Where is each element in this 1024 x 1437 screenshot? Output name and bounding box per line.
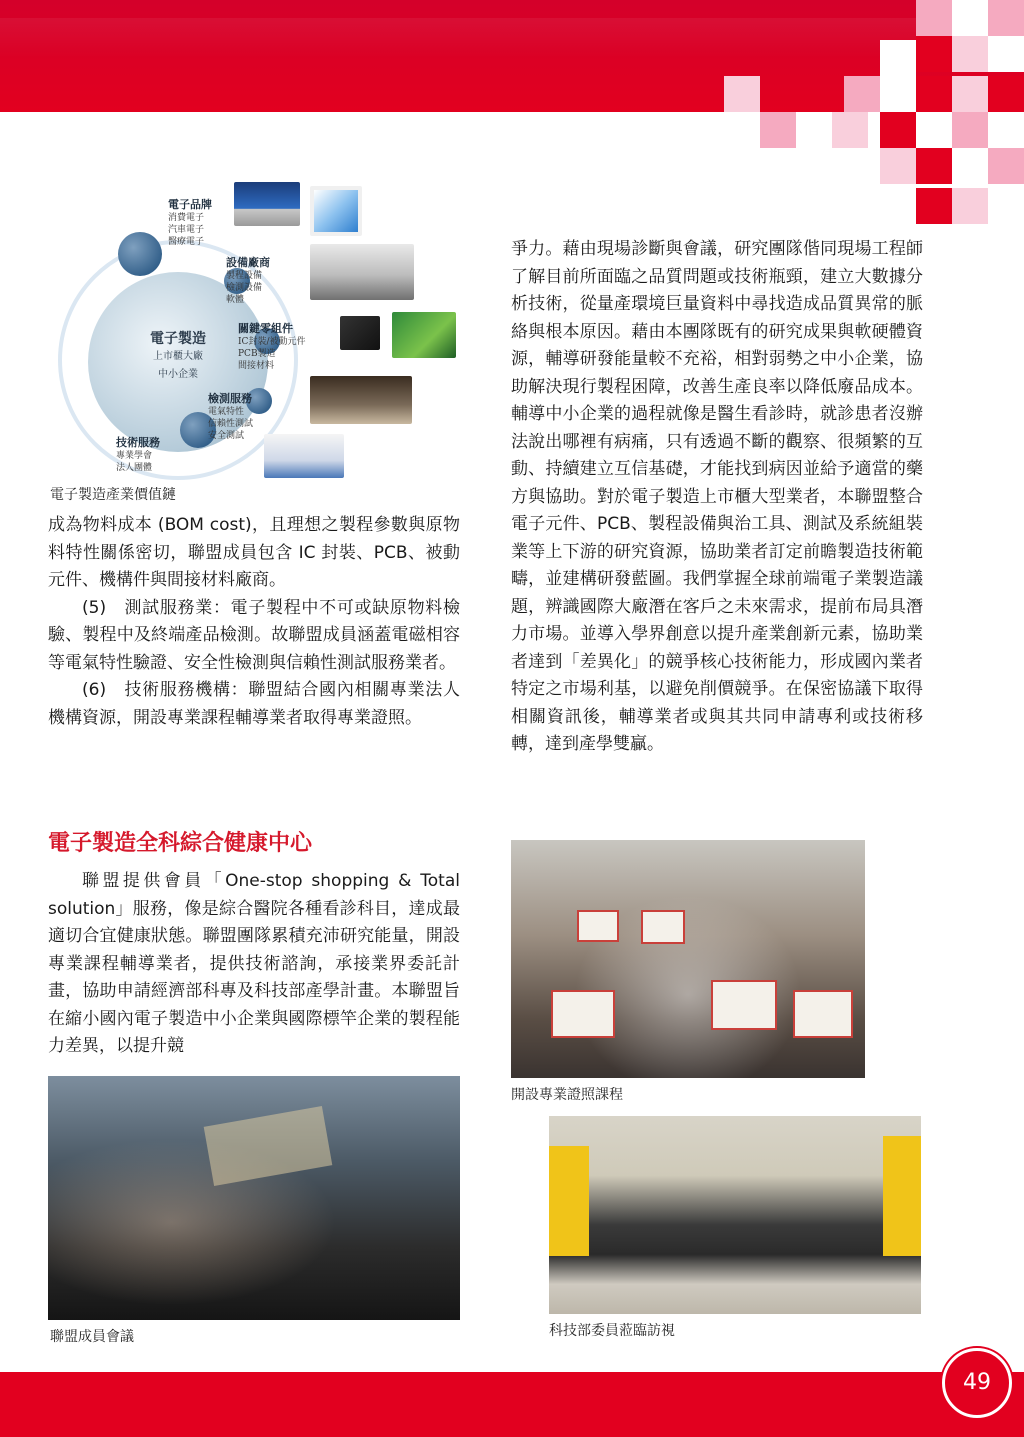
paragraph: (6) 技術服務機構：聯盟結合國內相關專業法人機構資源，開設專業課程輔導業者取得專業證照。 [48, 680, 460, 728]
core-sub2: 中小企業 [158, 369, 198, 380]
service-people-image [264, 434, 344, 478]
meeting-photo [48, 1076, 460, 1320]
visit-photo [549, 1116, 921, 1314]
section-heading: 電子製造全科綜合健康中心 [48, 831, 313, 856]
meeting-caption: 聯盟成員會議 [50, 1329, 134, 1345]
chip-image [340, 316, 380, 350]
core-title: 電子製造 [150, 331, 206, 347]
category-testing: 檢測服務 電氣特性 信賴性測試 安全測試 [208, 392, 254, 441]
page-number: 49 [942, 1348, 1012, 1418]
value-chain-diagram [48, 180, 468, 480]
category-equipment: 設備廠商 製程設備 檢測設備 軟體 [226, 256, 270, 305]
diagram-caption: 電子製造產業價值鏈 [50, 487, 176, 503]
left-text-block [48, 512, 460, 732]
paragraph: (5) 測試服務業：電子製程中不可或缺原物料檢驗、製程中及終端產品檢測。故聯盟成員涵蓋電磁相容等電氣特性驗證、安全性檢測與信賴性測試服務業者。 [48, 597, 460, 673]
core-sub1: 上市櫃大廠 [153, 351, 203, 362]
footer-band [0, 1372, 1024, 1437]
lab-image [310, 376, 412, 424]
paragraph: 成為物料成本 (BOM cost)，且理想之製程參數與原物料特性關係密切，聯盟成員包含 IC 封裝、PCB、被動元件、機構件與間接材料廠商。 [48, 515, 460, 590]
equipment-image [310, 244, 414, 300]
certificate-caption: 開設專業證照課程 [511, 1087, 623, 1103]
pcb-image [392, 312, 456, 358]
paragraph: 爭力。藉由現場診斷與會議，研究團隊偕同現場工程師了解目前所面臨之品質問題或技術瓶頸，建立大數據分析技術，從量產環境巨量資料中尋找造成品質異常的脈絡與根本原因。藉由本團隊既有的研究成果與軟硬體資源，輔導研發能量較不充裕，相對弱勢之中小企業，協助解決現行製程困障，改善生產良率以降低廢品成本。輔導中小企業的過程就像是醫生看診時，就診患者沒辦法說出哪裡有病痛，只有透過不斷的觀察、很頻繁的互動、持續建立互信基礎，才能找到病因並給予適當的藥方與協助。對於電子製造上市櫃大型業者，本聯盟整合電子元件、PCB、製程設備與治工具、測試及系統組裝業等上下游的研究資源，協助業者訂定前瞻製造技術範疇，並建構研發藍圖。我們掌握全球前端電子業製造議題，辨識國際大廠潛在客戶之未來需求，提前布局具潛力市場。並導入學界創意以提升產業創新元素，協助業者達到「差異化」的競爭核心技術能力，形成國內業者特定之市場利基，以避免削價競爭。在保密協議下取得相關資訊後，輔導業者或與其共同申請專利或技術移轉，達到產學雙贏。 [511, 239, 923, 754]
laptop-image [234, 182, 300, 226]
left-text-block-2 [48, 868, 460, 1061]
category-components: 關鍵零組件 IC封裝/被動元件 PCB製造 間接材料 [238, 322, 306, 371]
certificate-photo [511, 840, 865, 1078]
right-text-block [511, 236, 923, 759]
diagram-node [118, 232, 162, 276]
tablet-image [310, 186, 362, 236]
category-brand: 電子品牌 消費電子 汽車電子 醫療電子 [168, 198, 212, 247]
visit-caption: 科技部委員蒞臨訪視 [549, 1323, 675, 1339]
paragraph: 聯盟提供會員「One-stop shopping & Total solution」服務，像是綜合醫院各種看診科目，達成最適切合宜健康狀態。聯盟團隊累積充沛研究能量，開設專業課程輔導業者，提供技術諮詢，承接業界委託計畫，協助申請經濟部科專及科技部產學計畫。本聯盟旨在縮小國內電子製造中小企業與國際標竿企業的製程能力差異，以提升競 [48, 871, 460, 1056]
category-tech-service: 技術服務 專業學會 法人團體 [116, 436, 160, 473]
